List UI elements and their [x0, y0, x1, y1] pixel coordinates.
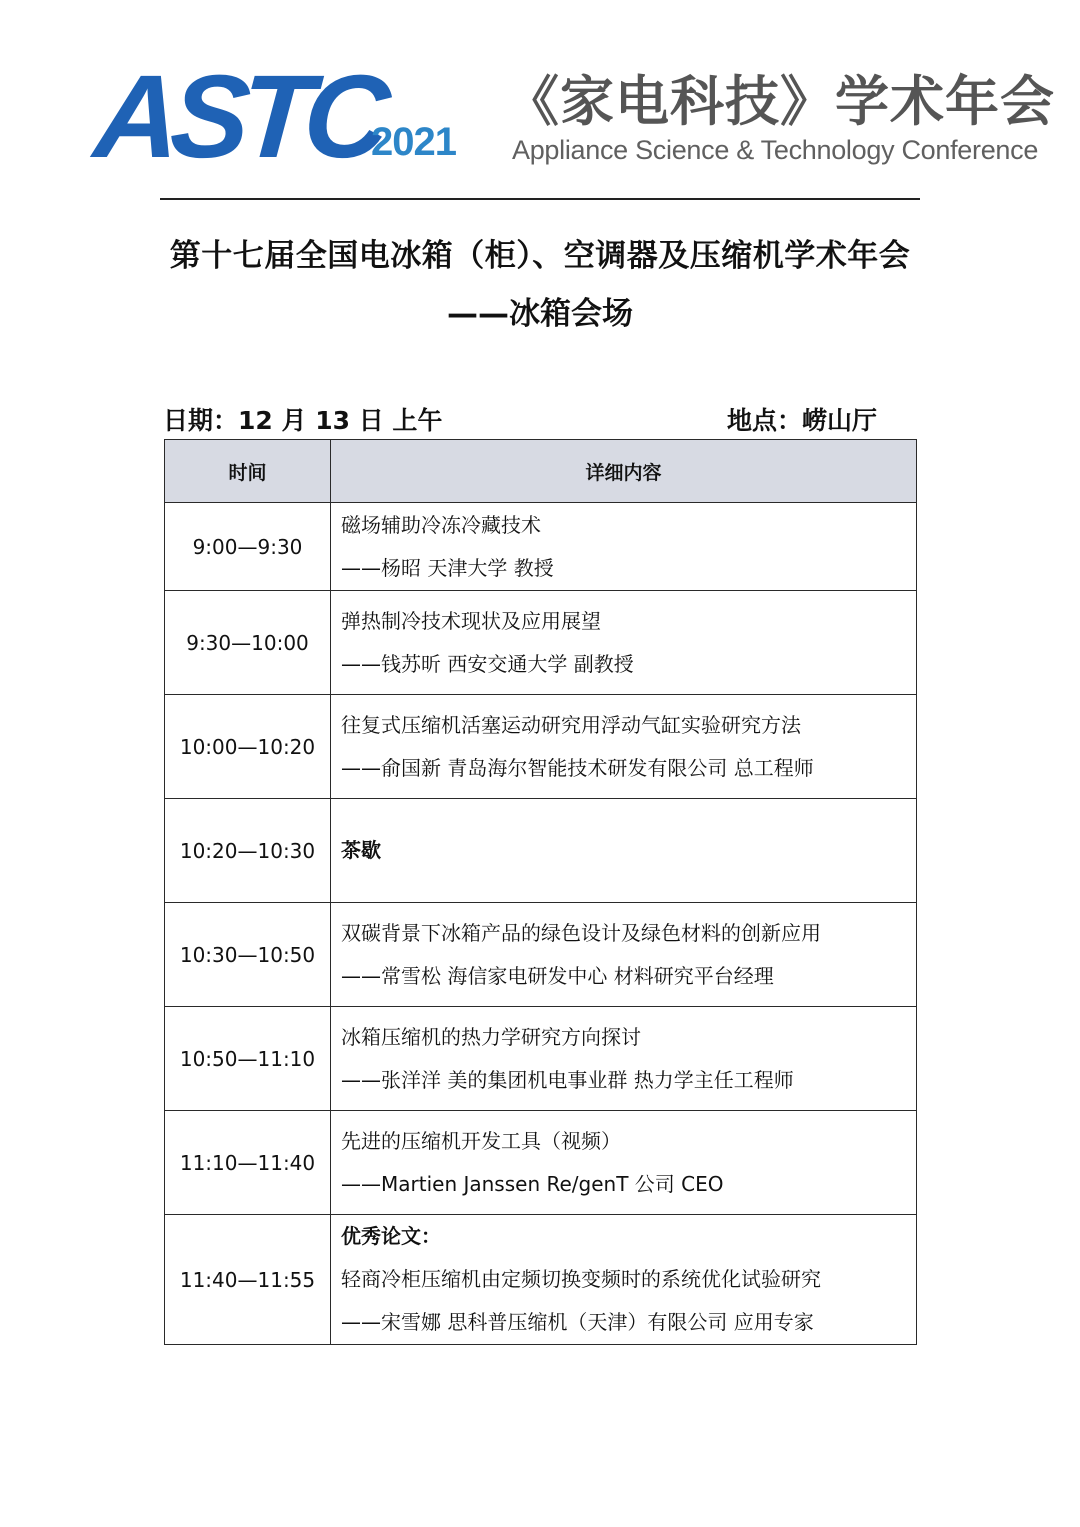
session-date: 日期：12 月 13 日 上午: [163, 406, 443, 435]
row-detail: [331, 903, 917, 1007]
conference-name-cn: 《家电科技》学术年会: [505, 70, 1055, 133]
astc-logo: [90, 51, 456, 183]
talk-title: 磁场辅助冷冻冷藏技术: [341, 512, 541, 537]
talk-title: 轻商冷柜压缩机由定频切换变频时的系统优化试验研究: [341, 1267, 821, 1291]
talk-title: 往复式压缩机活塞运动研究用浮动气缸实验研究方法: [341, 712, 801, 737]
speaker-info: ——张洋洋 美的集团机电事业群 热力学主任工程师: [341, 1067, 794, 1092]
table-header-row: [165, 440, 917, 503]
speaker-info: ——杨昭 天津大学 教授: [341, 555, 554, 580]
page-title: 第十七届全国电冰箱（柜）、空调器及压缩机学术年会: [169, 238, 911, 274]
logo-year: 2021: [371, 120, 456, 164]
paper-label: 优秀论文：: [341, 1224, 441, 1248]
row-detail: [331, 503, 917, 591]
row-detail: [331, 1111, 917, 1215]
session-location: 地点：崂山厅: [727, 406, 878, 435]
table-row: [165, 503, 917, 591]
speaker-info: ——宋雪娜 思科普压缩机（天津）有限公司 应用专家: [341, 1310, 814, 1334]
speaker-info: ——钱苏昕 西安交通大学 副教授: [341, 651, 634, 676]
table-row: [165, 591, 917, 695]
break-label: 茶歇: [341, 838, 381, 862]
logo-text: ASTC: [90, 51, 385, 183]
row-time: 9:30—10:00: [165, 591, 331, 695]
row-time: 9:00—9:30: [165, 503, 331, 591]
header-divider: [160, 198, 920, 200]
talk-title: 双碳背景下冰箱产品的绿色设计及绿色材料的创新应用: [341, 920, 821, 945]
row-time: 10:50—11:10: [165, 1007, 331, 1111]
schedule-table: [164, 439, 917, 1345]
row-time: 10:20—10:30: [165, 799, 331, 903]
row-time: 11:10—11:40: [165, 1111, 331, 1215]
table-row: [165, 1007, 917, 1111]
table-row: [165, 799, 917, 903]
talk-title: 弹热制冷技术现状及应用展望: [341, 608, 601, 633]
talk-title: 先进的压缩机开发工具（视频）: [341, 1128, 621, 1153]
row-detail: [331, 591, 917, 695]
row-time: 10:00—10:20: [165, 695, 331, 799]
row-time: 10:30—10:50: [165, 903, 331, 1007]
table-row: [165, 1215, 917, 1345]
speaker-info: ——Martien Janssen Re/genT 公司 CEO: [341, 1171, 724, 1196]
speaker-info: ——俞国新 青岛海尔智能技术研发有限公司 总工程师: [341, 755, 814, 780]
page-subtitle: ——冰箱会场: [447, 296, 633, 332]
header-detail: 详细内容: [331, 440, 917, 503]
table-row: [165, 695, 917, 799]
table-row: [165, 1111, 917, 1215]
speaker-info: ——常雪松 海信家电研发中心 材料研究平台经理: [341, 963, 774, 988]
table-row: [165, 903, 917, 1007]
row-detail: [331, 799, 917, 903]
talk-title: 冰箱压缩机的热力学研究方向探讨: [341, 1024, 641, 1049]
header-time: 时间: [165, 440, 331, 503]
row-detail: [331, 1215, 917, 1345]
row-detail: [331, 1007, 917, 1111]
row-detail: [331, 695, 917, 799]
row-time: 11:40—11:55: [165, 1215, 331, 1345]
conference-name-en: Appliance Science & Technology Conference: [512, 135, 1039, 165]
